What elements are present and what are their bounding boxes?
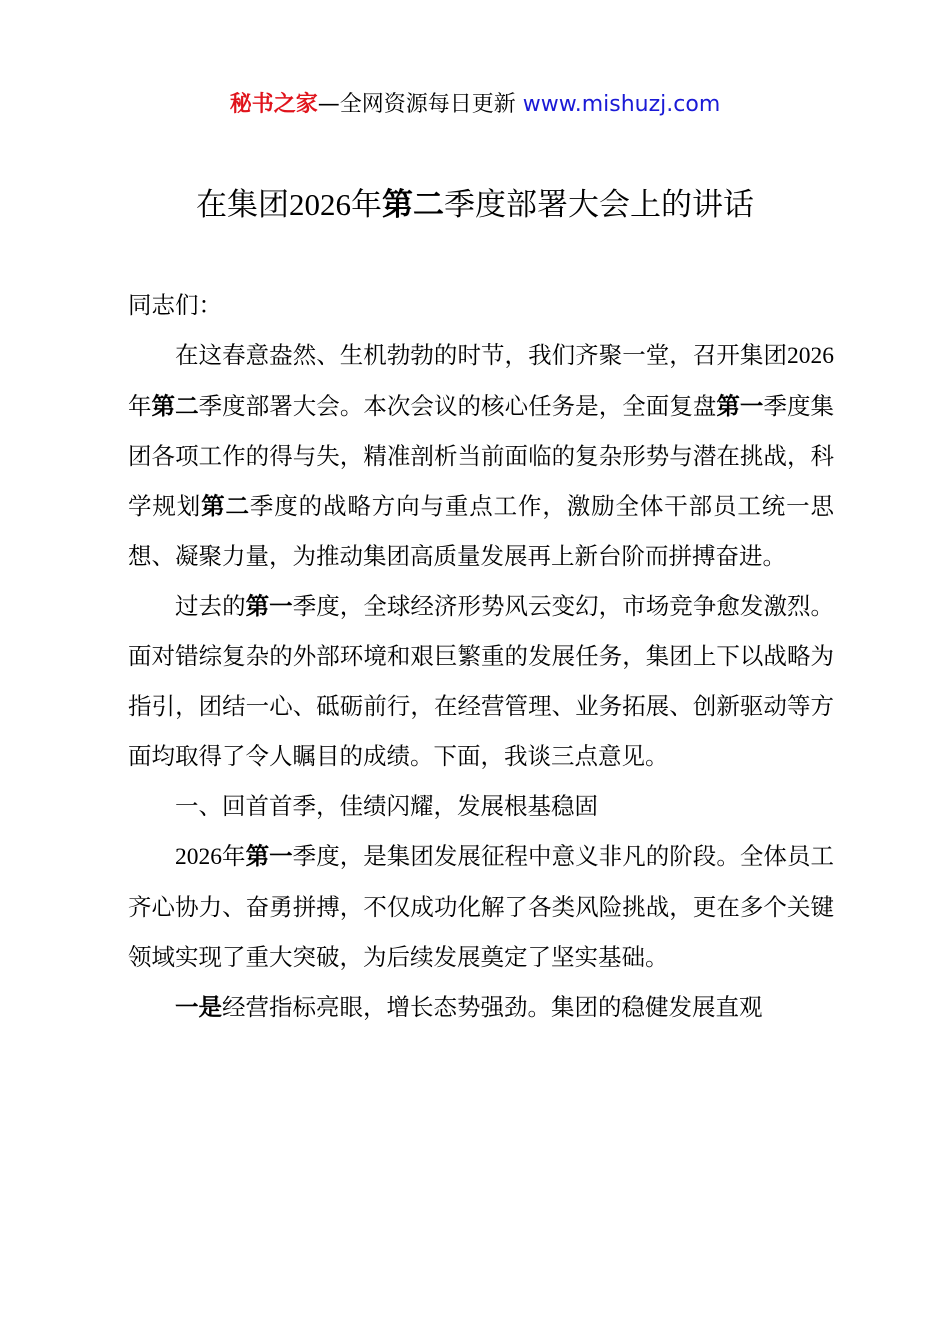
- salutation: 同志们：: [128, 291, 222, 319]
- paragraph-first-quarter: 2026年第一季度，是集团发展征程中意义非凡的阶段。全体员工齐心协力、奋勇拼搏，不仅成功化解了各类风险挑战，更在多个关键领域实现了重大突破，为后续发展奠定了坚实基础。: [128, 842, 835, 971]
- site-brand: 秘书之家: [229, 92, 318, 117]
- site-tagline: —全网资源每日更新: [317, 92, 523, 117]
- paragraph-opening: 在这春意盎然、生机勃勃的时节，我们齐聚一堂，召开集团2026年第二季度部署大会。本次会议的核心任务是，全面复盘第一季度集团各项工作的得与失，精准剖析当前面临的复杂形势与潜在挑战，科学规划第二季度的战略方向与重点工作，激励全体干部员工统一思想、凝聚力量，为推动集团高质量发展再上新台阶而拼搏奋进。: [128, 341, 835, 570]
- site-header: [0, 88, 950, 122]
- document-body: [128, 280, 834, 1032]
- document-title: 在集团2026年第二季度部署大会上的讲话: [196, 187, 754, 223]
- paragraph-point-one: 一是经营指标亮眼，增长态势强劲。集团的稳健发展直观: [175, 993, 763, 1021]
- paragraph-review: 过去的第一季度，全球经济形势风云变幻，市场竞争愈发激烈。面对错综复杂的外部环境和艰巨繁重的发展任务，集团上下以战略为指引，团结一心、砥砺前行，在经营管理、业务拓展、创新驱动等方面均取得了令人瞩目的成绩。下面，我谈三点意见。: [128, 592, 835, 770]
- site-url-link[interactable]: www.mishuzj.com: [522, 92, 721, 117]
- section-heading-1: 一、回首首季，佳绩闪耀，发展根基稳固: [175, 792, 598, 820]
